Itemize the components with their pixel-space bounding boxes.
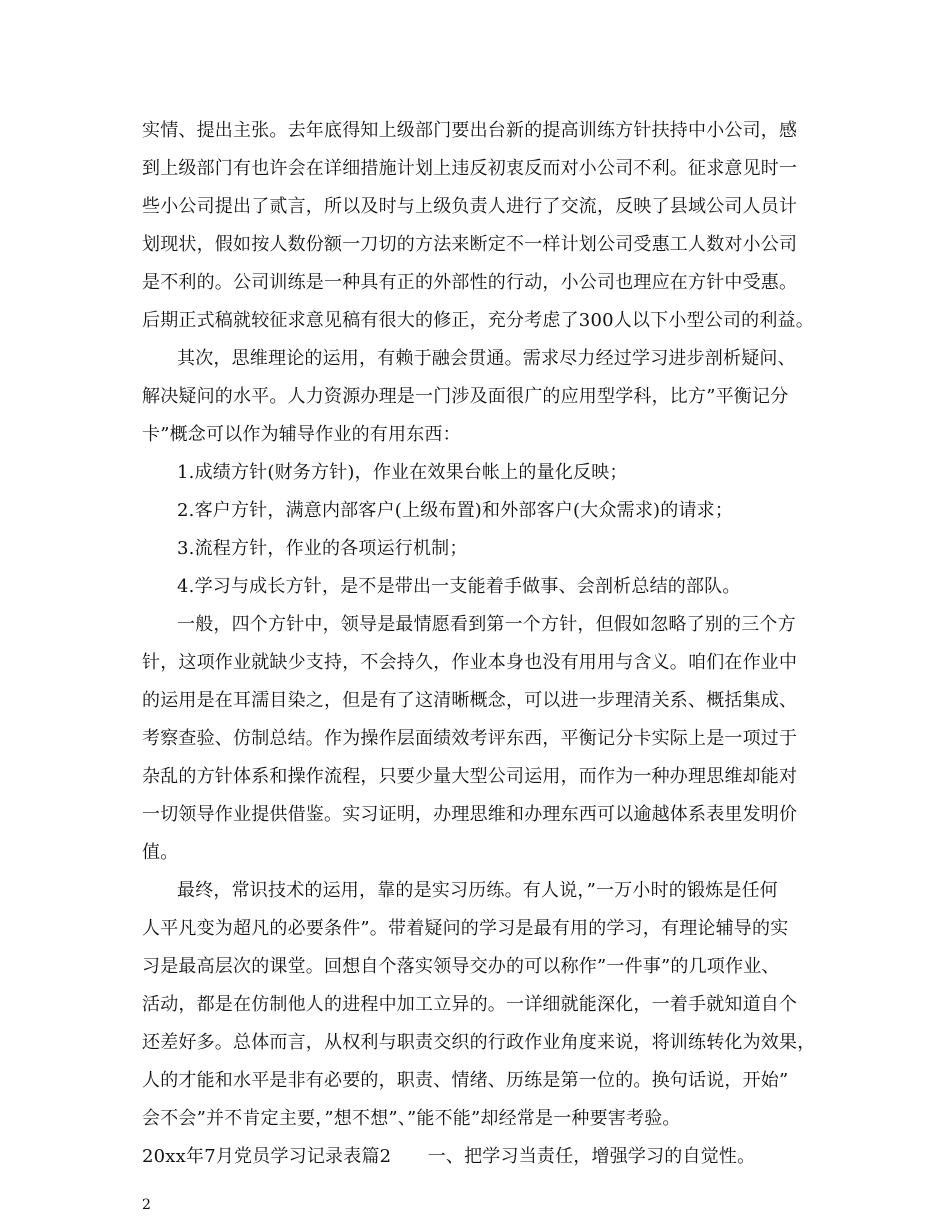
text-line: 些小公司提出了贰言，所以及时与上级负责人进行了交流，反映了县域公司人员计 <box>142 196 798 217</box>
text-line: 人平凡变为超凡的必要条件”。带着疑问的学习是最有用的学习，有理论辅导的实 <box>142 918 789 939</box>
text-line: 活动，都是在仿制他人的进程中加工立异的。一详细就能深化，一着手就知道自个 <box>142 994 798 1015</box>
section-heading-line: 20xx年7月党员学习记录表篇2 一、把学习当责任，增强学习的自觉性。 <box>142 1146 756 1167</box>
page-number: 2 <box>142 1197 151 1213</box>
text-line: 会不会”并不肯定主要，”想不想”、”能不能”却经常是一种要害考验。 <box>142 1108 681 1129</box>
text-line: 的运用是在耳濡目染之，但是有了这清晰概念，可以进一步理清关系、概括集成、 <box>142 690 798 711</box>
text-line: 卡”概念可以作为辅导作业的有用东西： <box>142 424 461 445</box>
text-line: 值。 <box>142 842 179 863</box>
text-line: 还差好多。总体而言，从权利与职责交织的行政作业角度来说，将训练转化为效果， <box>142 1032 816 1053</box>
text-line: 解决疑问的水平。人力资源办理是一门涉及面很广的应用型学科，比方”平衡记分 <box>142 386 789 407</box>
list-item: 1.成绩方针(财务方针)，作业在效果台帐上的量化反映； <box>177 462 628 483</box>
text-line: 杂乱的方针体系和操作流程，只要少量大型公司运用，而作为一种办理思维却能对 <box>142 766 798 787</box>
text-line: 一切领导作业提供借鉴。实习证明，办理思维和办理东西可以逾越体系表里发明价 <box>142 804 798 825</box>
paragraph-start-line: 最终，常识技术的运用，靠的是实习历练。有人说，”一万小时的锻炼是任何 <box>177 880 778 901</box>
paragraph-start-line: 一般，四个方针中，领导是最情愿看到第一个方针，但假如忽略了别的三个方 <box>177 614 796 635</box>
text-line: 针，这项作业就缺少支持，不会持久，作业本身也没有用用与含义。咱们在作业中 <box>142 652 798 673</box>
text-line: 习是最高层次的课堂。回想自个落实领导交办的可以称作”一件事”的几项作业、 <box>142 956 780 977</box>
list-item: 4.学习与成长方针，是不是带出一支能着手做事、会剖析总结的部队。 <box>177 576 741 597</box>
list-item: 3.流程方针，作业的各项运行机制； <box>177 538 468 559</box>
text-line: 是不利的。公司训练是一种具有正的外部性的行动，小公司也理应在方针中受惠。 <box>142 272 798 293</box>
text-line: 到上级部门有也许会在详细措施计划上违反初衷反而对小公司不利。征求意见时一 <box>142 158 798 179</box>
list-item: 2.客户方针，满意内部客户(上级布置)和外部客户(大众需求)的请求； <box>177 500 734 521</box>
text-line: 考察查验、仿制总结。作为操作层面绩效考评东西，平衡记分卡实际上是一项过于 <box>142 728 798 749</box>
text-line: 划现状，假如按人数份额一刀切的方法来断定不一样计划公司受惠工人数对小公司 <box>142 234 798 255</box>
text-line: 实情、提出主张。去年底得知上级部门要出台新的提高训练方针扶持中小公司，感 <box>142 120 798 141</box>
text-line: 人的才能和水平是非有必要的，职责、情绪、历练是第一位的。换句话说，开始” <box>142 1070 789 1091</box>
text-line: 后期正式稿就较征求意见稿有很大的修正，充分考虑了300人以下小型公司的利益。 <box>142 310 814 331</box>
paragraph-start-line: 其次，思维理论的运用，有赖于融会贯通。需求尽力经过学习进步剖析疑问、 <box>177 348 796 369</box>
